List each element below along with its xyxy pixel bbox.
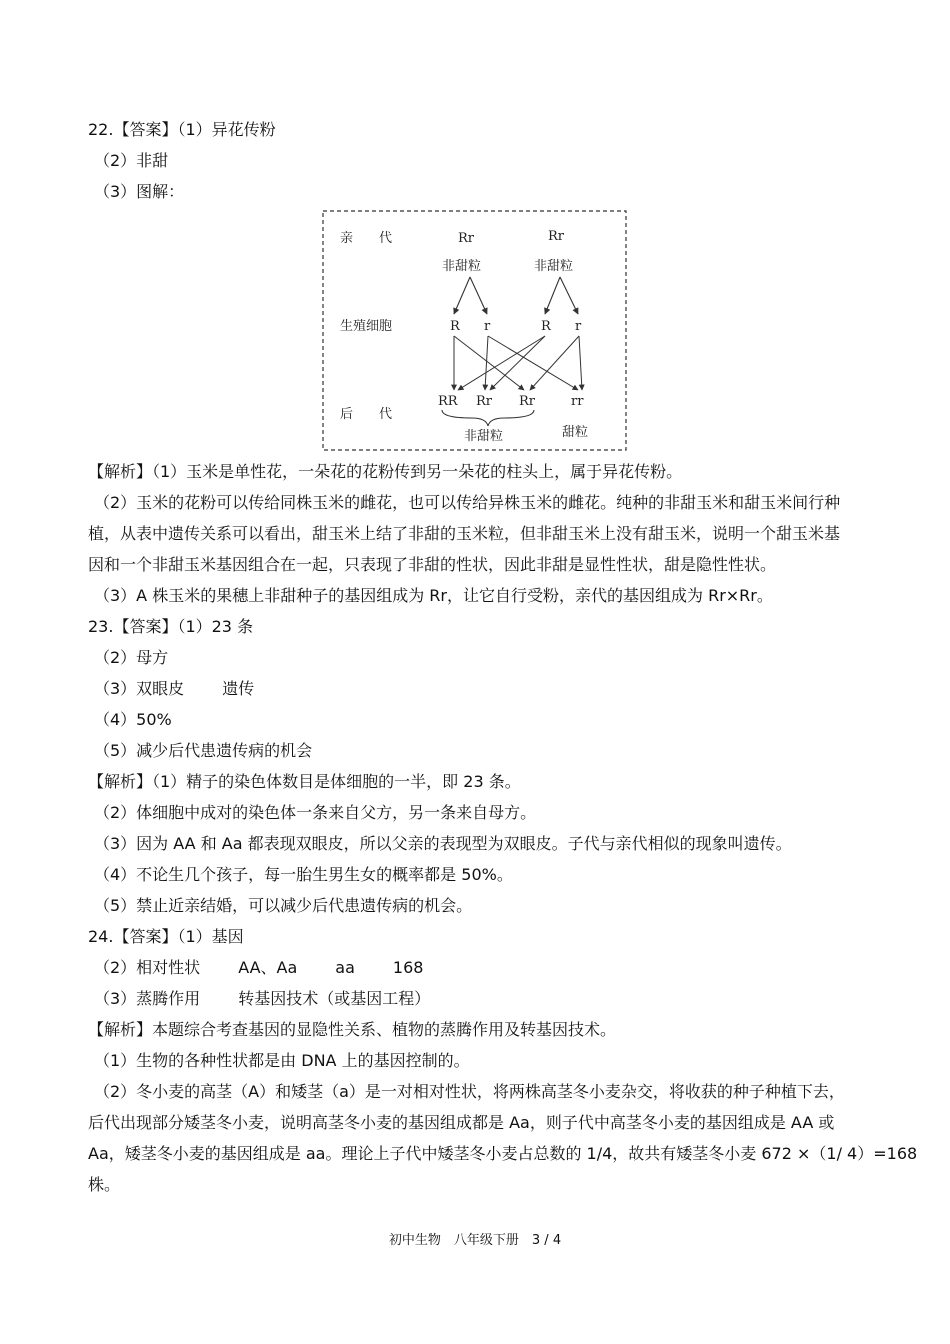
gamete-R-1: R <box>450 319 460 334</box>
q23-analysis-5: （5）禁止近亲结婚，可以减少后代患遗传病的机会。 <box>94 896 473 915</box>
q24-answer-2-value-3: 168 <box>392 958 424 977</box>
offspring-RR: RR <box>438 394 458 409</box>
q24-analysis-0: 【解析】本题综合考查基因的显隐性关系、植物的蒸腾作用及转基因技术。 <box>88 1020 617 1039</box>
q23-analysis-2: （2）体细胞中成对的染色体一条来自父方，另一条来自母方。 <box>94 803 537 822</box>
q24-analysis-2d: 株。 <box>88 1175 121 1194</box>
q22-analysis-2c: 因和一个非甜玉米基因组合在一起，只表现了非甜的性状，因此非甜是显性性状，甜是隐性性状。 <box>88 555 777 574</box>
q24-analysis-2c: Aa，矮茎冬小麦的基因组成是 aa。理论上子代中矮茎冬小麦占总数的 1/4，故共有矮茎冬小麦 672 ×（1/ 4）=168 <box>88 1144 918 1163</box>
genetics-cross-diagram <box>322 210 628 452</box>
q22-analysis-1: 【解析】（1）玉米是单性花，一朵花的花粉传到另一朵花的柱头上，属于异花传粉。 <box>88 462 683 481</box>
q24-answer-3-value: 转基因技术（或基因工程） <box>238 989 431 1008</box>
offspring-Rr-2: Rr <box>519 394 536 409</box>
cross-line-R1-Rr <box>454 336 524 390</box>
arrow-p1-to-R <box>454 277 470 314</box>
q24-answer-3 <box>94 989 430 1009</box>
cross-line-r2-rr <box>579 336 582 390</box>
arrow-p2-to-r <box>560 277 578 314</box>
q23-answer-5: （5）减少后代患遗传病的机会 <box>94 741 313 760</box>
q24-answer-2 <box>94 958 423 978</box>
cross-line-r1-Rr <box>485 336 488 390</box>
arrow-p1-to-r <box>470 277 487 314</box>
parent-2-genotype: Rr <box>548 229 565 244</box>
q24-analysis-2b: 后代出现部分矮茎冬小麦，说明高茎冬小麦的基因组成都是 Aa，则子代中高茎冬小麦的基因组成是 AA 或 <box>88 1113 835 1132</box>
q23-answer-head: 23.【答案】（1）23 条 <box>88 617 254 636</box>
q24-answer-2-value-1: AA、Aa <box>238 958 298 977</box>
q23-analysis-4: （4）不论生几个孩子，每一胎生男生女的概率都是 50%。 <box>94 865 513 884</box>
offspring-phenotype-nonsweet: 非甜粒 <box>464 429 504 444</box>
q22-analysis-3: （3）A 株玉米的果穗上非甜种子的基因组成为 Rr，让它自行受粉，亲代的基因组成为 Rr×Rr。 <box>94 586 773 605</box>
q23-answer-2: （2）母方 <box>94 648 169 667</box>
q23-answer-4: （4）50% <box>94 710 172 729</box>
q24-answer-head: 24.【答案】（1）基因 <box>88 927 244 946</box>
q22-analysis-2a: （2）玉米的花粉可以传给同株玉米的雌花，也可以传给异株玉米的雌花。纯种的非甜玉米和甜玉米间行种 <box>94 493 841 512</box>
q22-answer-2: （2）非甜 <box>94 151 169 170</box>
gamete-R-2: R <box>541 319 551 334</box>
label-parent-generation: 亲 代 <box>340 231 393 246</box>
q24-answer-2-label: （2）相对性状 <box>94 958 201 977</box>
offspring-rr: rr <box>571 394 584 409</box>
q23-analysis-3: （3）因为 AA 和 Aa 都表现双眼皮，所以父亲的表现型为双眼皮。子代与亲代相似的现象叫遗传。 <box>94 834 792 853</box>
offspring-phenotype-sweet: 甜粒 <box>562 425 589 440</box>
parent-1-genotype: Rr <box>458 231 475 246</box>
q24-analysis-1: （1）生物的各种性状都是由 DNA 上的基因控制的。 <box>94 1051 470 1070</box>
q22-answer-head: 22.【答案】（1）异花传粉 <box>88 120 276 139</box>
q24-answer-3-label: （3）蒸腾作用 <box>94 989 201 1008</box>
gamete-r-2: r <box>575 319 582 334</box>
q24-answer-2-value-2: aa <box>335 958 355 977</box>
gamete-r-1: r <box>484 319 491 334</box>
q23-answer-3-label: （3）双眼皮 <box>94 679 185 698</box>
q22-analysis-2b: 植，从表中遗传关系可以看出，甜玉米上结了非甜的玉米粒，但非甜玉米上没有甜玉米，说明一个甜玉米基 <box>88 524 841 543</box>
q23-analysis-1: 【解析】（1）精子的染色体数目是体细胞的一半，即 23 条。 <box>88 772 521 791</box>
parent-2-phenotype: 非甜粒 <box>534 259 574 274</box>
label-offspring: 后 代 <box>340 407 393 422</box>
offspring-Rr-1: Rr <box>476 394 493 409</box>
q24-analysis-2a: （2）冬小麦的高茎（A）和矮茎（a）是一对相对性状，将两株高茎冬小麦杂交，将收获的种子种植下去， <box>94 1082 845 1101</box>
parent-1-phenotype: 非甜粒 <box>442 259 482 274</box>
offspring-brace <box>442 410 534 426</box>
q23-answer-3-value: 遗传 <box>222 679 255 698</box>
q23-answer-3 <box>94 679 254 699</box>
arrow-p2-to-R <box>545 277 560 314</box>
page-footer: 初中生物 八年级下册 3 / 4 <box>388 1233 562 1248</box>
q22-answer-3: （3）图解： <box>94 182 185 201</box>
label-gamete: 生殖细胞 <box>340 319 393 334</box>
